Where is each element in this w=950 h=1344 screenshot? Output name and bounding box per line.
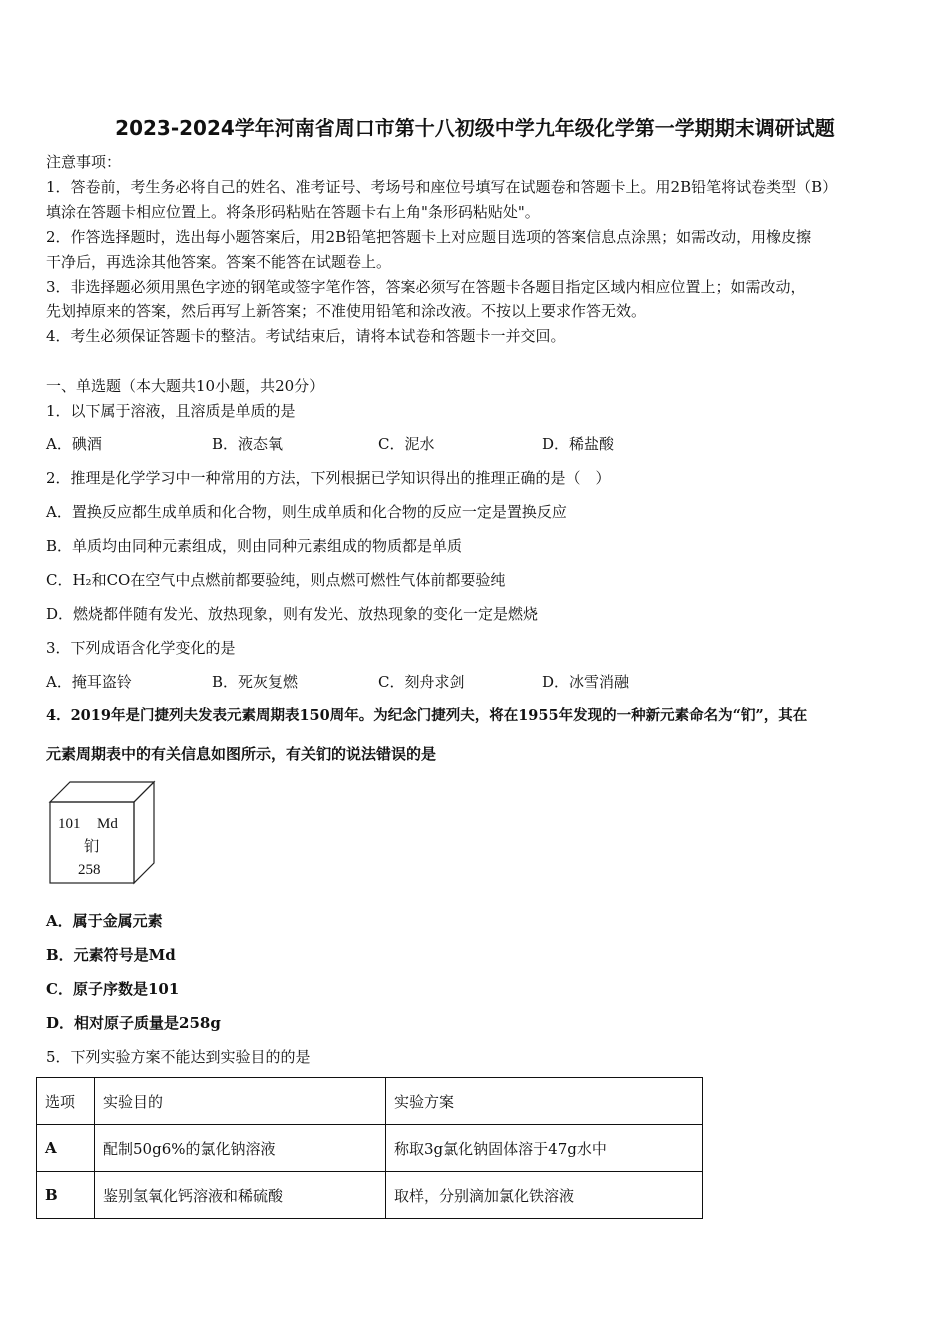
notice-line: 先划掉原来的答案，然后再写上新答案；不准使用铅笔和涂改液。不按以上要求作答无效。 xyxy=(46,302,647,320)
q1-option-a: A．碘酒 xyxy=(46,435,102,453)
table-cell: 称取3g氯化钠固体溶于47g水中 xyxy=(386,1125,703,1172)
q4-option-d: D．相对原子质量是258g xyxy=(46,1014,221,1032)
page-title: 2023-2024学年河南省周口市第十八初级中学九年级化学第一学期期末调研试题 xyxy=(115,116,835,140)
q3-stem: 3．下列成语含化学变化的是 xyxy=(46,639,236,657)
element-number: 101 xyxy=(58,816,81,832)
table-row xyxy=(37,1125,703,1172)
table-header-cell: 实验目的 xyxy=(95,1078,386,1125)
q3-option-c: C．刻舟求剑 xyxy=(378,673,465,691)
q1-option-c: C．泥水 xyxy=(378,435,435,453)
table-cell: 取样，分别滴加氯化铁溶液 xyxy=(386,1172,703,1219)
q3-option-d: D．冰雪消融 xyxy=(542,673,630,691)
q3-option-b: B．死灰复燃 xyxy=(212,673,299,691)
q4-option-b: B．元素符号是Md xyxy=(46,946,176,964)
table-cell: 配制50g6%的氯化钠溶液 xyxy=(95,1125,386,1172)
q2-option-c: C．H₂和CO在空气中点燃前都要验纯，则点燃可燃性气体前都要验纯 xyxy=(46,571,506,589)
notice-line: 3．非选择题必须用黑色字迹的钢笔或签字笔作答，答案必须写在答题卡各题目指定区域内相应位置上；如需改动， xyxy=(46,278,806,296)
q5-stem: 5．下列实验方案不能达到实验目的的是 xyxy=(46,1048,311,1066)
q2-option-b: B．单质均由同种元素组成，则由同种元素组成的物质都是单质 xyxy=(46,537,463,555)
experiment-table xyxy=(36,1077,703,1219)
element-mass: 258 xyxy=(78,862,101,878)
q1-stem: 1．以下属于溶液，且溶质是单质的是 xyxy=(46,402,296,420)
table-cell: B xyxy=(37,1172,95,1219)
q4-option-a: A．属于金属元素 xyxy=(46,912,163,930)
q2-stem: 2．推理是化学学习中一种常用的方法，下列根据已学知识得出的推理正确的是（ ） xyxy=(46,469,611,487)
notice-line: 4．考生必须保证答题卡的整洁。考试结束后，请将本试卷和答题卡一并交回。 xyxy=(46,327,566,345)
notice-heading: 注意事项： xyxy=(46,153,122,171)
notice-line: 填涂在答题卡相应位置上。将条形码粘贴在答题卡右上角"条形码粘贴处"。 xyxy=(46,203,540,221)
q4-stem-line2: 元素周期表中的有关信息如图所示，有关钔的说法错误的是 xyxy=(46,745,437,763)
element-name: 钔 xyxy=(84,837,100,855)
q1-option-d: D．稀盐酸 xyxy=(542,435,615,453)
q4-stem-line1: 4．2019年是门捷列夫发表元素周期表150周年。为纪念门捷列夫，将在1955年发现的一种新元素命名为“钔”，其在 xyxy=(46,707,808,724)
table-header-row xyxy=(37,1078,703,1125)
notice-line: 2．作答选择题时，选出每小题答案后，用2B铅笔把答题卡上对应题目选项的答案信息点涂黑；如需改动，用橡皮擦 xyxy=(46,228,812,246)
table-header-cell: 实验方案 xyxy=(386,1078,703,1125)
q4-option-c: C．原子序数是101 xyxy=(46,980,180,998)
table-header-cell: 选项 xyxy=(37,1078,95,1125)
table-row xyxy=(37,1172,703,1219)
cube-side xyxy=(134,782,154,883)
q2-option-d: D．燃烧都伴随有发光、放热现象，则有发光、放热现象的变化一定是燃烧 xyxy=(46,605,539,623)
cube-top xyxy=(50,782,154,802)
notice-line: 干净后，再选涂其他答案。答案不能答在试题卷上。 xyxy=(46,253,392,271)
element-symbol: Md xyxy=(97,816,118,832)
q1-option-b: B．液态氧 xyxy=(212,435,284,453)
notice-line: 1．答卷前，考生务必将自己的姓名、准考证号、考场号和座位号填写在试题卷和答题卡上。用2B铅笔将试卷类型（B） xyxy=(46,178,838,196)
q2-option-a: A．置换反应都生成单质和化合物，则生成单质和化合物的反应一定是置换反应 xyxy=(46,503,567,521)
table-cell: 鉴别氢氧化钙溶液和稀硫酸 xyxy=(95,1172,386,1219)
section-heading: 一、单选题（本大题共10小题，共20分） xyxy=(46,377,325,395)
q3-option-a: A．掩耳盗铃 xyxy=(46,673,132,691)
element-card-figure xyxy=(48,780,158,885)
table-cell: A xyxy=(37,1125,95,1172)
